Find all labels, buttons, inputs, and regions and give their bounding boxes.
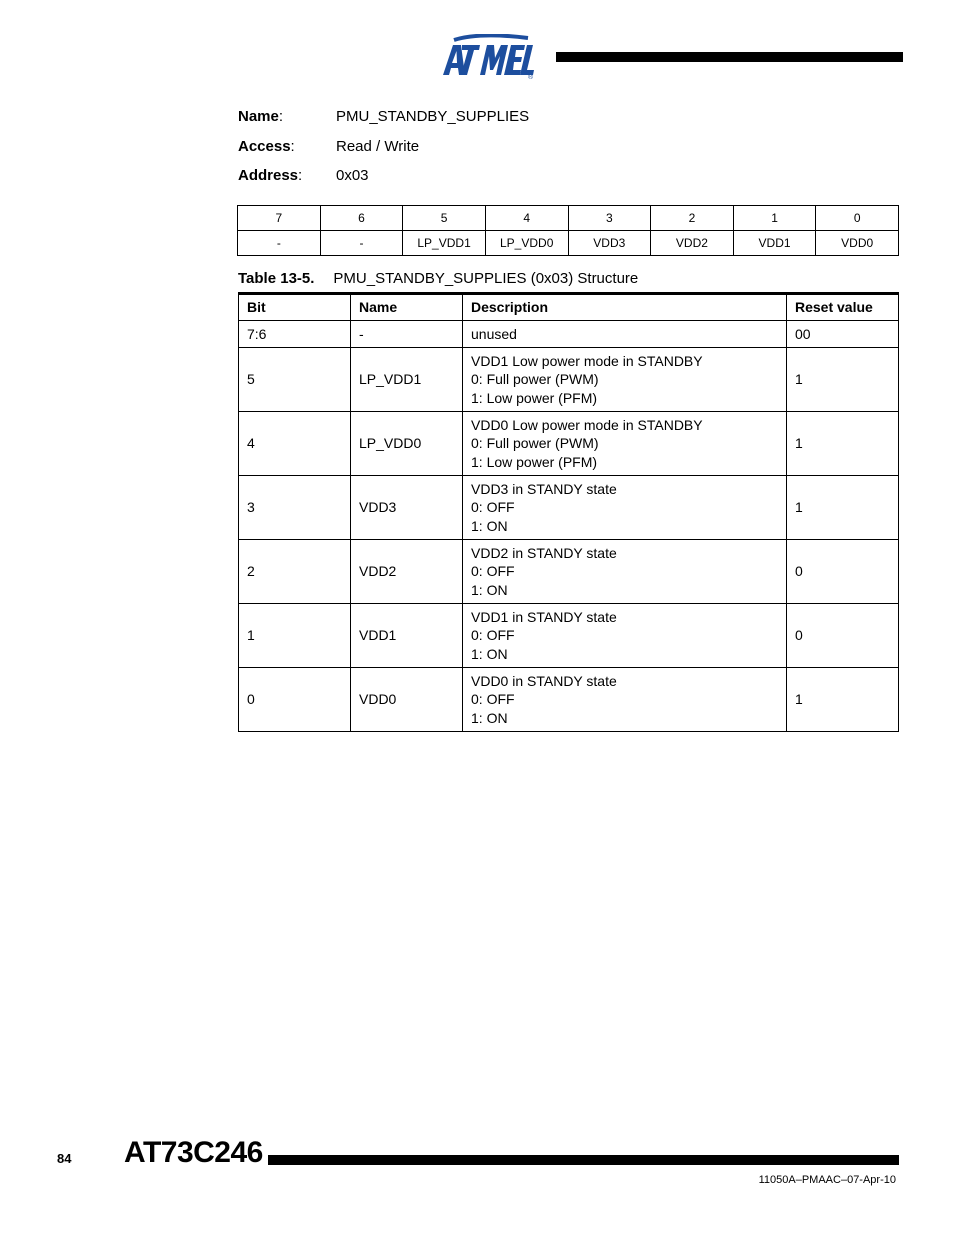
- reset-cell: 1: [787, 668, 899, 732]
- reset-cell: 1: [787, 412, 899, 476]
- bit-number: 6: [320, 206, 403, 231]
- bit-cell: 3: [239, 476, 351, 540]
- reset-cell: 1: [787, 348, 899, 412]
- bit-field: VDD3: [568, 231, 651, 256]
- description-line: 0: Full power (PWM): [471, 435, 599, 452]
- description-line: 1: ON: [471, 709, 508, 726]
- bit-cell: 5: [239, 348, 351, 412]
- table-row: [239, 476, 899, 540]
- description-line: 0: OFF: [471, 627, 515, 644]
- bit-cell: 4: [239, 412, 351, 476]
- document-reference: 11050A–PMAAC–07-Apr-10: [758, 1174, 896, 1186]
- description-line: VDD3 in STANDY state: [471, 480, 617, 497]
- bitmap-fields-row: [238, 231, 899, 256]
- column-header: Name: [351, 294, 463, 321]
- description-line: 1: ON: [471, 517, 508, 534]
- table-number: Table 13-5.: [238, 270, 315, 287]
- bit-field: -: [238, 231, 321, 256]
- description-line: 0: OFF: [471, 563, 515, 580]
- reset-cell: 00: [787, 321, 899, 348]
- bit-number: 3: [568, 206, 651, 231]
- description-line: 0: Full power (PWM): [471, 371, 599, 388]
- name-cell: -: [351, 321, 463, 348]
- product-name: AT73C246: [124, 1136, 263, 1169]
- reset-cell: 0: [787, 540, 899, 604]
- name-cell: VDD2: [351, 540, 463, 604]
- svg-text:®: ®: [528, 74, 534, 80]
- bit-number: 1: [733, 206, 816, 231]
- table-title: PMU_STANDBY_SUPPLIES (0x03) Structure: [333, 270, 639, 287]
- description-cell: [463, 476, 787, 540]
- reset-cell: 1: [787, 476, 899, 540]
- description-cell: [463, 540, 787, 604]
- name-cell: VDD0: [351, 668, 463, 732]
- description-line: VDD2 in STANDY state: [471, 544, 617, 561]
- name-cell: LP_VDD1: [351, 348, 463, 412]
- table-row: [239, 604, 899, 668]
- description-line: VDD0 in STANDY state: [471, 672, 617, 689]
- bit-cell: 0: [239, 668, 351, 732]
- description-line: unused: [471, 325, 517, 342]
- bit-field: VDD2: [651, 231, 734, 256]
- header-rule: [556, 52, 903, 62]
- footer-rule: [268, 1155, 899, 1165]
- name-cell: LP_VDD0: [351, 412, 463, 476]
- description-cell: [463, 668, 787, 732]
- bit-number: 0: [816, 206, 899, 231]
- table-row: [239, 321, 899, 348]
- bit-number: 2: [651, 206, 734, 231]
- page-number: 84: [57, 1151, 72, 1166]
- description-line: 1: ON: [471, 581, 508, 598]
- table-row: [239, 412, 899, 476]
- description-cell: [463, 604, 787, 668]
- atmel-logo: [440, 34, 536, 80]
- bit-number: 5: [403, 206, 486, 231]
- table-row: [239, 540, 899, 604]
- name-label: Name: [238, 108, 279, 125]
- bit-field: LP_VDD0: [485, 231, 568, 256]
- column-header: Description: [463, 294, 787, 321]
- description-line: 1: Low power (PFM): [471, 389, 598, 406]
- register-bitmap: [237, 205, 899, 256]
- bit-field: VDD0: [816, 231, 899, 256]
- table-header-row: [239, 294, 899, 321]
- structure-table: [238, 292, 899, 732]
- bit-number: 4: [485, 206, 568, 231]
- name-cell: VDD3: [351, 476, 463, 540]
- description-line: 1: ON: [471, 645, 508, 662]
- bit-cell: 7:6: [239, 321, 351, 348]
- reset-cell: 0: [787, 604, 899, 668]
- name-cell: VDD1: [351, 604, 463, 668]
- bit-cell: 1: [239, 604, 351, 668]
- description-line: VDD1 Low power mode in STANDBY: [471, 352, 703, 369]
- description-line: 0: OFF: [471, 691, 515, 708]
- description-cell: [463, 412, 787, 476]
- bit-number: 7: [238, 206, 321, 231]
- table-row: [239, 348, 899, 412]
- description-line: 0: OFF: [471, 499, 515, 516]
- description-line: VDD0 Low power mode in STANDBY: [471, 416, 703, 433]
- description-line: VDD1 in STANDY state: [471, 608, 617, 625]
- bitmap-bits-row: [238, 206, 899, 231]
- column-header: Bit: [239, 294, 351, 321]
- bit-field: LP_VDD1: [403, 231, 486, 256]
- access-value: Read / Write: [336, 138, 420, 155]
- address-value: 0x03: [336, 167, 369, 184]
- description-cell: [463, 321, 787, 348]
- name-value: PMU_STANDBY_SUPPLIES: [336, 108, 530, 125]
- description-line: 1: Low power (PFM): [471, 453, 598, 470]
- bit-field: -: [320, 231, 403, 256]
- bit-field: VDD1: [733, 231, 816, 256]
- table-row: [239, 668, 899, 732]
- address-label: Address: [238, 167, 299, 184]
- description-cell: [463, 348, 787, 412]
- access-label: Access: [238, 138, 291, 155]
- bit-cell: 2: [239, 540, 351, 604]
- table-caption: [238, 270, 638, 287]
- column-header: Reset value: [787, 294, 899, 321]
